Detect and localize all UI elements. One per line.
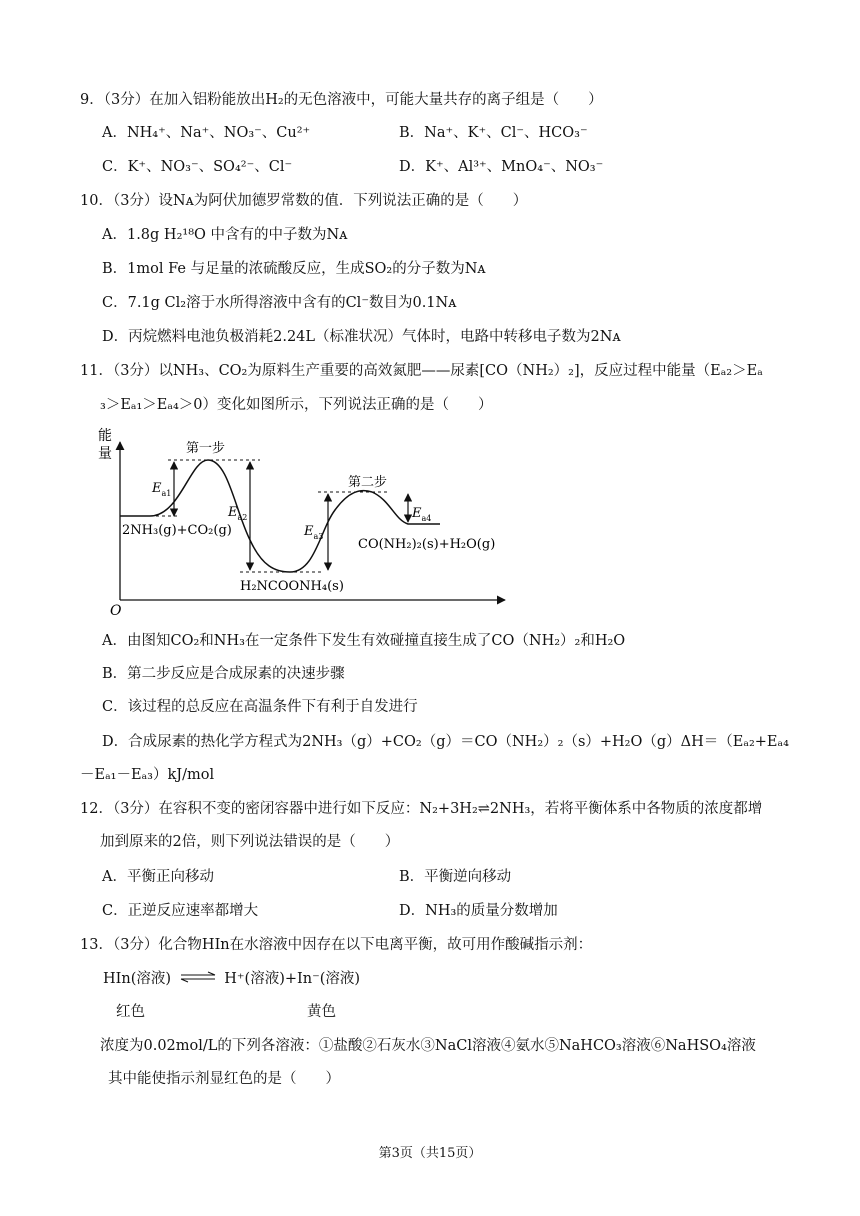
q11-stem-line1: 11．（3分）以NH₃、CO₂为原料生产重要的高效氮肥——尿素[CO（NH₂）₂]，反应过程中能量（Eₐ₂＞Eₐ (80, 363, 763, 379)
q13-stem: 13．（3分）化合物HIn在水溶液中因存在以下电离平衡，故可用作酸碱指示剂： (80, 937, 593, 953)
products-label: CO(NH₂)₂(s)+H₂O(g) (358, 537, 496, 552)
intermediate-label: H₂NCOONH₄(s) (240, 579, 344, 594)
equilibrium-arrow-icon (180, 969, 216, 989)
yellow-color-label: 黄色 (307, 1004, 336, 1020)
q12-option-c: C．正逆反应速率都增大 (102, 903, 259, 919)
ea2-label: $E_{a2}$ (228, 505, 248, 522)
eq-right: H⁺(溶液)+In⁻(溶液) (224, 971, 361, 987)
ea4-label: $E_{a4}$ (412, 506, 432, 523)
q9-stem: 9．（3分）在加入铝粉能放出H₂的无色溶液中，可能大量共存的离子组是（ ） (80, 92, 603, 108)
ea3-label: $E_{a3}$ (304, 524, 324, 541)
q9-option-d: D．K⁺、Al³⁺、MnO₄⁻、NO₃⁻ (399, 159, 604, 175)
q11-option-d-line2: －Eₐ₁－Eₐ₃）kJ/mol (80, 767, 215, 783)
page-footer: 第3页（共15页） (378, 1146, 482, 1161)
q12-option-a: A．平衡正向移动 (102, 869, 214, 885)
origin-label: O (110, 603, 122, 619)
step1-label: 第一步 (186, 441, 226, 456)
energy-diagram (90, 420, 520, 620)
q11-option-c: C．该过程的总反应在高温条件下有利于自发进行 (102, 699, 418, 715)
q11-stem-line2: ₃＞Eₐ₁＞Eₐ₄＞0）变化如图所示，下列说法正确的是（ ） (100, 397, 493, 413)
y-axis-label-2: 量 (98, 446, 112, 462)
eq-left: HIn(溶液) (103, 971, 172, 987)
q10-stem: 10．（3分）设Nᴀ为阿伏加德罗常数的值．下列说法正确的是（ ） (80, 193, 528, 209)
q11-option-a: A．由图知CO₂和NH₃在一定条件下发生有效碰撞直接生成了CO（NH₂）₂和H₂O (102, 633, 626, 649)
ea1-label: $E_{a1}$ (152, 481, 172, 498)
q12-option-b: B．平衡逆向移动 (399, 869, 512, 885)
q12-stem-line1: 12．（3分）在容积不变的密闭容器中进行如下反应：N₂+3H₂⇌2NH₃，若将平衡体系中各物质的浓度都增 (80, 801, 763, 817)
q12-stem-line2: 加到原来的2倍，则下列说法错误的是（ ） (100, 834, 400, 850)
q9-option-b: B．Na⁺、K⁺、Cl⁻、HCO₃⁻ (399, 125, 588, 141)
q11-option-d-line1: D．合成尿素的热化学方程式为2NH₃（g）+CO₂（g）＝CO（NH₂）₂（s）+H₂O（g）ΔH＝（Eₐ₂+Eₐ₄ (102, 734, 789, 750)
step2-label: 第二步 (348, 475, 388, 490)
q10-option-a: A．1.8g H₂¹⁸O 中含有的中子数为Nᴀ (102, 227, 348, 243)
y-axis-label-1: 能 (98, 428, 112, 444)
q9-option-a: A．NH₄⁺、Na⁺、NO₃⁻、Cu²⁺ (102, 125, 311, 141)
q13-solutions: 浓度为0.02mol/L的下列各溶液：①盐酸②石灰水③NaCl溶液④氨水⑤NaHCO₃溶液⑥NaHSO₄溶液 (100, 1038, 756, 1054)
reactants-label: 2NH₃(g)+CO₂(g) (122, 523, 232, 538)
q10-option-c: C．7.1g Cl₂溶于水所得溶液中含有的Cl⁻数目为0.1Nᴀ (102, 295, 457, 311)
q10-option-d: D．丙烷燃料电池负极消耗2.24L（标准状况）气体时，电路中转移电子数为2Nᴀ (102, 329, 621, 345)
q10-option-b: B．1mol Fe 与足量的浓硫酸反应，生成SO₂的分子数为Nᴀ (102, 261, 486, 277)
q12-option-d: D．NH₃的质量分数增加 (399, 903, 558, 919)
q11-option-b: B．第二步反应是合成尿素的决速步骤 (102, 666, 345, 682)
q13-equation (103, 969, 360, 989)
q9-option-c: C．K⁺、NO₃⁻、SO₄²⁻、Cl⁻ (102, 159, 293, 175)
red-color-label: 红色 (116, 1004, 145, 1020)
q13-question: 其中能使指示剂显红色的是（ ） (108, 1071, 340, 1087)
